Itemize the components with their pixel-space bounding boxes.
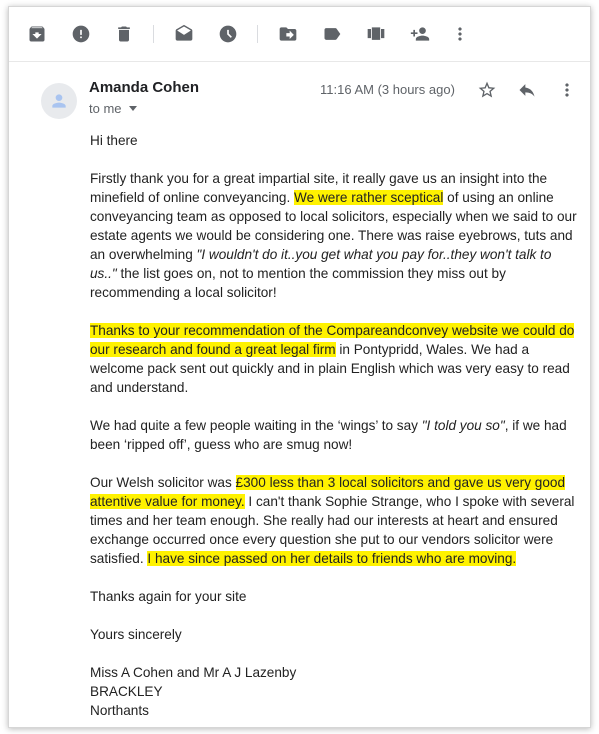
greeting: Hi there [90,133,138,148]
paragraph-1 [90,169,580,302]
text-span: Our Welsh solicitor was [90,475,236,490]
text-span: Firstly thank you for a great impartial site, it really gave us an insight into the minefield of online conveyancing. [90,171,548,205]
email-window [8,6,591,728]
label-icon[interactable] [321,23,343,45]
signature-line: BRACKLEY [90,684,163,699]
message-body [90,131,580,720]
highlighted-text: We were rather sceptical [294,190,444,205]
text-span: of using an online conveyancing team as opposed to local solicitors, especially when we said to our estate agents we would be considering one. There was raise eyebrows, tuts and an overwhelming [90,190,577,262]
closing-line: Yours sincerely [90,627,182,642]
text-span: We had quite a few people waiting in the ‘wings’ to say [90,418,422,433]
more-vert-icon[interactable] [556,79,578,101]
signature-line: Miss A Cohen and Mr A J Lazenby [90,665,297,680]
move-to-icon[interactable] [277,23,299,45]
timestamp: 11:16 AM (3 hours ago) [320,82,455,97]
more-vert-icon[interactable] [449,23,471,45]
signature-line: Northants [90,703,149,718]
person-icon [49,91,69,111]
star-icon[interactable] [476,79,498,101]
paragraph-3 [90,416,580,454]
recipient-details-toggle[interactable] [89,101,137,116]
chevron-down-icon [129,106,137,111]
highlighted-text: £300 less than 3 local solicitors and gave us very good attentive value for money. [90,475,566,509]
recipient-label: to me [89,101,122,116]
highlighted-text: I have since passed on her details to friends who are moving. [147,551,517,566]
sender-name[interactable]: Amanda Cohen [89,79,200,96]
toolbar [9,7,590,62]
quote-text: "I told you so" [421,418,505,433]
tasks-icon[interactable] [365,23,387,45]
highlighted-text: Thanks to your recommendation of the Compareandconvey website we could do our research and found a great legal firm [90,323,575,357]
mark-unread-icon[interactable] [173,23,195,45]
delete-icon[interactable] [113,23,135,45]
text-span: in Pontypridd, Wales. We had a welcome pack sent out quickly and in plain English which was very easy to read and understand. [90,342,570,395]
paragraph-4 [90,473,580,568]
text-span: , if we had been ‘ripped off’, guess who are smug now! [90,418,567,452]
reply-icon[interactable] [516,79,538,101]
paragraph-2 [90,321,580,397]
toolbar-divider [257,25,258,43]
report-spam-icon[interactable] [70,23,92,45]
text-span: I can't thank Sophie Strange, who I spoke with several times and her team enough. She really had our interests at heart and ensured exchange occurred once every question she put to our vendors solicitor were satisfied. [90,494,575,566]
quote-text: "I wouldn't do it..you get what you pay for..they won't talk to us.." [90,247,552,281]
add-contact-icon[interactable] [409,23,431,45]
thanks-line: Thanks again for your site [90,589,247,604]
toolbar-divider [153,25,154,43]
text-span: the list goes on, not to mention the commission they miss out by recommending a local solicitor! [90,266,506,300]
avatar[interactable] [41,83,77,119]
snooze-icon[interactable] [217,23,239,45]
archive-icon[interactable] [26,23,48,45]
